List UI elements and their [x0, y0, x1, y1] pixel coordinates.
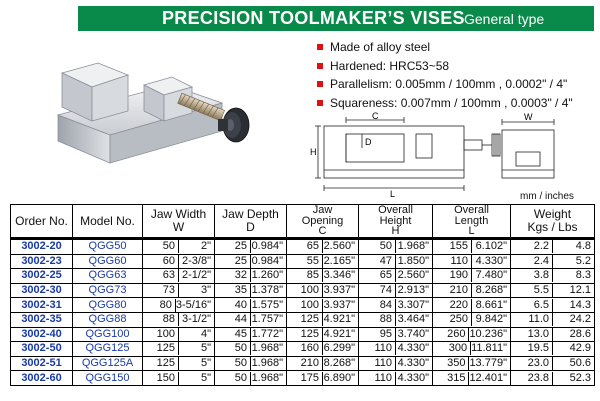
cell-l	[433, 356, 511, 371]
cell-w-imperial: 2-3/8"	[182, 254, 211, 267]
header-jaw-opening: Jaw Opening C	[287, 205, 359, 239]
cell-l-metric: 155	[449, 240, 468, 253]
dim-label-l: L	[390, 189, 396, 198]
cell-d-imperial: 0.984"	[251, 254, 283, 267]
cell-l	[433, 269, 511, 284]
cell-l-metric: 315	[447, 371, 466, 384]
cell-c-imperial: 3.937"	[323, 284, 355, 297]
cell-h-imperial: 4.330"	[397, 342, 429, 355]
cell-h-metric: 88	[379, 313, 392, 326]
cell-h-imperial: 3.740"	[397, 327, 429, 340]
cell-d-imperial: 1.378"	[251, 284, 283, 297]
cell-model: QGG73	[73, 283, 143, 298]
table-row	[11, 342, 595, 357]
cell-l-imperial: 13.779"	[469, 357, 507, 370]
cell-order: 3002-25	[11, 269, 73, 284]
table-row	[11, 283, 595, 298]
cell-h-metric: 65	[379, 269, 392, 282]
cell-d-metric: 25	[234, 240, 247, 253]
cell-order: 3002-51	[11, 356, 73, 371]
header-overall-length: Overall Length L	[433, 205, 511, 239]
header-jaw-depth: Jaw Depth D	[215, 205, 287, 239]
cell-wt	[511, 239, 595, 255]
dim-label-h: H	[310, 147, 317, 157]
cell-h-metric: 110	[374, 357, 392, 370]
cell-wt	[511, 269, 595, 284]
cell-c	[287, 254, 359, 269]
cell-wt-imperial: 24.2	[569, 313, 591, 326]
cell-d-metric: 50	[234, 371, 247, 384]
cell-wt-imperial: 8.3	[575, 269, 591, 282]
cell-h-imperial: 2.913"	[397, 284, 429, 297]
cell-c-metric: 210	[300, 357, 319, 370]
cell-l-metric: 190	[449, 269, 468, 282]
cell-l-metric: 220	[449, 298, 468, 311]
cell-l-metric: 210	[449, 284, 468, 297]
cell-wt-metric: 11.0	[528, 313, 549, 326]
dimension-drawing	[306, 112, 596, 198]
cell-w	[143, 371, 215, 386]
cell-wt-metric: 2.4	[533, 254, 549, 267]
cell-c-imperial: 3.346"	[323, 269, 355, 282]
cell-h	[359, 254, 433, 269]
cell-w	[143, 254, 215, 269]
cell-model: QGG150	[73, 371, 143, 386]
cell-h	[359, 356, 433, 371]
cell-l	[433, 298, 511, 313]
cell-model: QGG50	[73, 239, 143, 255]
cell-h-imperial: 4.330"	[397, 357, 429, 370]
cell-h-imperial: 3.307"	[397, 298, 429, 311]
cell-d-metric: 45	[234, 327, 247, 340]
cell-d	[215, 371, 287, 386]
cell-order: 3002-35	[11, 312, 73, 327]
cell-d	[215, 327, 287, 342]
cell-c	[287, 312, 359, 327]
cell-order: 3002-31	[11, 298, 73, 313]
bullet-icon	[317, 44, 323, 50]
cell-c-metric: 100	[300, 284, 319, 297]
cell-c-metric: 160	[300, 342, 319, 355]
cell-c-imperial: 4.921"	[323, 313, 355, 326]
cell-l-imperial: 9.842"	[475, 313, 507, 326]
cell-l	[433, 371, 511, 386]
cell-l-imperial: 12.401"	[469, 371, 507, 384]
cell-w-imperial: 3-1/2"	[182, 313, 211, 326]
cell-wt-metric: 5.5	[533, 284, 549, 297]
cell-wt-metric: 23.0	[527, 357, 549, 370]
cell-c-imperial: 2.165"	[323, 254, 355, 267]
cell-wt-metric: 3.8	[533, 269, 549, 282]
cell-l	[433, 239, 511, 255]
units-note: mm / inches	[520, 191, 574, 202]
feature-item: Squareness: 0.007mm / 100mm , 0.0003" / 4"	[316, 94, 596, 113]
bullet-icon	[317, 100, 323, 106]
cell-h-imperial: 2.560"	[397, 269, 429, 282]
cell-h-imperial: 1.968"	[397, 240, 429, 253]
feature-list	[316, 38, 596, 112]
cell-w	[143, 269, 215, 284]
cell-w-metric: 88	[162, 313, 175, 326]
cell-d	[215, 269, 287, 284]
cell-c-metric: 100	[300, 298, 319, 311]
table-row	[11, 269, 595, 284]
cell-model: QGG60	[73, 254, 143, 269]
table-header-row	[11, 205, 595, 239]
cell-w-imperial: 5"	[200, 342, 211, 355]
feature-item: Parallelism: 0.005mm / 100mm , 0.0002" / 4"	[316, 75, 596, 94]
vise-photo	[50, 45, 255, 175]
cell-d-imperial: 1.260"	[251, 269, 283, 282]
cell-wt	[511, 254, 595, 269]
cell-h	[359, 371, 433, 386]
cell-l-imperial: 11.811"	[471, 342, 507, 355]
cell-d-imperial: 1.968"	[251, 357, 283, 370]
table-row	[11, 327, 595, 342]
cell-l-metric: 350	[447, 357, 466, 370]
cell-c	[287, 283, 359, 298]
cell-c-metric: 125	[300, 327, 319, 340]
cell-h-metric: 84	[379, 298, 392, 311]
cell-wt-metric: 23.8	[527, 371, 549, 384]
table-row	[11, 312, 595, 327]
cell-h	[359, 327, 433, 342]
cell-d-imperial: 1.772"	[251, 327, 283, 340]
cell-d-metric: 40	[234, 298, 247, 311]
cell-wt-imperial: 42.9	[569, 342, 591, 355]
cell-h-imperial: 4.330"	[397, 371, 429, 384]
cell-l-metric: 260	[447, 327, 466, 340]
cell-model: QGG125	[73, 342, 143, 357]
cell-w-metric: 125	[156, 342, 175, 355]
cell-l-metric: 300	[448, 342, 468, 355]
cell-l	[433, 312, 511, 327]
bullet-icon	[317, 63, 323, 69]
cell-order: 3002-20	[11, 239, 73, 255]
cell-c	[287, 298, 359, 313]
cell-h	[359, 298, 433, 313]
cell-w	[143, 312, 215, 327]
cell-wt-imperial: 14.3	[569, 298, 591, 311]
cell-wt	[511, 342, 595, 357]
table-row	[11, 254, 595, 269]
cell-d-metric: 35	[234, 284, 247, 297]
cell-w-imperial: 5"	[200, 357, 211, 370]
cell-h-imperial: 1.850"	[397, 254, 429, 267]
cell-d	[215, 283, 287, 298]
cell-h	[359, 269, 433, 284]
feature-item: Hardened: HRC53~58	[316, 57, 596, 76]
cell-d-metric: 25	[234, 254, 247, 267]
cell-d-imperial: 1.968"	[251, 371, 283, 384]
cell-w-imperial: 4"	[200, 327, 211, 340]
feature-item: Made of alloy steel	[316, 38, 596, 57]
cell-w-imperial: 3"	[200, 284, 211, 297]
cell-l-imperial: 7.480"	[475, 269, 507, 282]
cell-wt	[511, 371, 595, 386]
cell-wt-metric: 13.0	[527, 327, 549, 340]
cell-c	[287, 342, 359, 357]
cell-w-imperial: 3-5/16"	[175, 298, 211, 311]
header-weight: Weight Kgs / Lbs	[511, 205, 595, 239]
cell-l-imperial: 10.236"	[469, 327, 507, 340]
cell-c	[287, 239, 359, 255]
cell-w-metric: 50	[162, 240, 175, 253]
cell-d	[215, 312, 287, 327]
cell-w-metric: 80	[159, 298, 172, 311]
header-jaw-width: Jaw Width W	[143, 205, 215, 239]
cell-wt	[511, 356, 595, 371]
cell-d-imperial: 1.968"	[251, 342, 283, 355]
cell-c-imperial: 2.560"	[323, 240, 355, 253]
cell-c-metric: 55	[306, 254, 319, 267]
cell-model: QGG100	[73, 327, 143, 342]
header-order: Order No.	[11, 205, 73, 239]
cell-c-metric: 85	[306, 269, 319, 282]
cell-d-metric: 32	[234, 269, 247, 282]
cell-w	[143, 342, 215, 357]
cell-w-metric: 125	[156, 357, 175, 370]
cell-h-imperial: 3.464"	[397, 313, 429, 326]
cell-w-imperial: 2-1/2"	[182, 269, 211, 282]
cell-h	[359, 312, 433, 327]
cell-w	[143, 327, 215, 342]
cell-d	[215, 254, 287, 269]
cell-c-imperial: 6.299"	[323, 342, 355, 355]
cell-w-imperial: 5"	[200, 371, 211, 384]
bullet-icon	[317, 81, 323, 87]
cell-c-metric: 175	[300, 371, 319, 384]
cell-c	[287, 327, 359, 342]
cell-w-metric: 73	[162, 284, 175, 297]
cell-d-metric: 50	[234, 342, 247, 355]
cell-wt-metric: 2.2	[533, 240, 549, 253]
cell-order: 3002-30	[11, 283, 73, 298]
cell-c-imperial: 6.890"	[323, 371, 355, 384]
cell-order: 3002-60	[11, 371, 73, 386]
cell-w-metric: 63	[162, 269, 175, 282]
cell-l-imperial: 8.268"	[475, 284, 507, 297]
cell-model: QGG88	[73, 312, 143, 327]
cell-w	[143, 356, 215, 371]
cell-l-imperial: 6.102"	[475, 240, 507, 253]
cell-h-metric: 47	[379, 254, 392, 267]
cell-l-metric: 110	[450, 254, 468, 267]
table-row	[11, 356, 595, 371]
cell-l	[433, 342, 511, 357]
cell-wt-imperial: 50.6	[569, 357, 591, 370]
cell-h-metric: 95	[379, 327, 392, 340]
header-overall-height: Overall Height H	[359, 205, 433, 239]
cell-l-imperial: 4.330"	[475, 254, 507, 267]
cell-c-imperial: 8.268"	[323, 357, 355, 370]
cell-h	[359, 342, 433, 357]
cell-wt-imperial: 5.2	[575, 254, 591, 267]
header-model: Model No.	[73, 205, 143, 239]
cell-d-imperial: 1.757"	[251, 313, 283, 326]
cell-c	[287, 269, 359, 284]
cell-wt-imperial: 28.6	[569, 327, 591, 340]
cell-wt-imperial: 52.3	[569, 371, 591, 384]
cell-d	[215, 239, 287, 255]
dim-label-d: D	[365, 137, 372, 147]
title-banner	[78, 6, 594, 31]
cell-order: 3002-40	[11, 327, 73, 342]
cell-h-metric: 74	[379, 284, 392, 297]
cell-wt	[511, 283, 595, 298]
cell-w	[143, 298, 215, 313]
cell-l	[433, 254, 511, 269]
cell-d	[215, 298, 287, 313]
cell-wt	[511, 312, 595, 327]
cell-d	[215, 342, 287, 357]
cell-w-metric: 100	[156, 327, 175, 340]
cell-wt-imperial: 12.1	[569, 284, 591, 297]
cell-d-metric: 50	[234, 357, 247, 370]
cell-c-metric: 125	[300, 313, 319, 326]
cell-h	[359, 283, 433, 298]
cell-model: QGG125A	[73, 356, 143, 371]
cell-c-imperial: 3.937"	[323, 298, 355, 311]
cell-order: 3002-23	[11, 254, 73, 269]
cell-wt-imperial: 4.8	[575, 240, 591, 253]
cell-h-metric: 110	[374, 371, 392, 384]
cell-l-imperial: 8.661"	[475, 298, 507, 311]
cell-model: QGG63	[73, 269, 143, 284]
table-row	[11, 239, 595, 255]
dim-label-w: W	[524, 112, 533, 122]
page-title: PRECISION TOOLMAKER’S VISES	[162, 8, 465, 28]
cell-w-metric: 150	[156, 371, 175, 384]
cell-l	[433, 327, 511, 342]
cell-order: 3002-50	[11, 342, 73, 357]
table-row	[11, 371, 595, 386]
cell-model: QGG80	[73, 298, 143, 313]
spec-table	[10, 204, 595, 386]
cell-c-metric: 65	[306, 240, 319, 253]
cell-c	[287, 371, 359, 386]
page-subtitle: General type	[464, 11, 545, 27]
cell-l-metric: 250	[449, 313, 468, 326]
cell-wt	[511, 298, 595, 313]
cell-wt-metric: 19.5	[527, 342, 549, 355]
cell-c-imperial: 4.921"	[323, 327, 355, 340]
cell-wt-metric: 6.5	[533, 298, 549, 311]
cell-d-metric: 44	[234, 313, 247, 326]
table-row	[11, 298, 595, 313]
dim-label-c: C	[372, 112, 379, 121]
cell-d-imperial: 1.575"	[251, 298, 283, 311]
cell-h-metric: 110	[374, 342, 392, 355]
cell-h-metric: 50	[379, 240, 392, 253]
cell-w-imperial: 2"	[200, 240, 211, 253]
cell-h	[359, 239, 433, 255]
cell-w-metric: 60	[162, 254, 175, 267]
cell-l	[433, 283, 511, 298]
cell-wt	[511, 327, 595, 342]
cell-c	[287, 356, 359, 371]
cell-d	[215, 356, 287, 371]
cell-d-imperial: 0.984"	[251, 240, 283, 253]
cell-w	[143, 239, 215, 255]
cell-w	[143, 283, 215, 298]
